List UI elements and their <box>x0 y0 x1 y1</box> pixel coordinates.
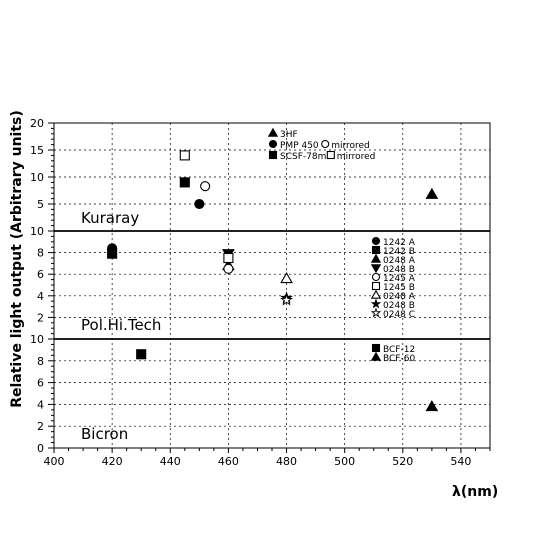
y-tick-label: 15 <box>30 144 44 157</box>
y-tick-label: 4 <box>37 289 44 303</box>
x-tick-label: 500 <box>334 455 356 468</box>
legend-label: 1242 A <box>383 238 415 248</box>
legend-layer <box>269 129 416 364</box>
x-tick-label: 400 <box>43 455 65 468</box>
legend-marker-star <box>372 300 380 308</box>
legend-label: mirrored <box>331 141 370 151</box>
data-point-circle <box>195 200 204 209</box>
legend-marker-triangle-down <box>372 265 380 272</box>
legend-label: 3HF <box>280 130 298 140</box>
legend-marker-circle <box>270 141 277 148</box>
legend-label: 0248 B <box>383 301 415 311</box>
legend-label: 1245 B <box>383 283 415 293</box>
y-tick-label: 10 <box>30 171 44 184</box>
y-tick-label: 8 <box>37 354 44 368</box>
y-axis-title: Relative light output (Arbitrary units) <box>9 110 25 408</box>
x-tick-label: 460 <box>217 455 239 468</box>
legend-marker-triangle-open <box>372 291 380 298</box>
data-point-square-open <box>180 151 189 160</box>
legend-label: BCF-60 <box>383 354 416 364</box>
legend-marker-triangle <box>269 129 277 136</box>
data-point-circle-open <box>224 264 233 273</box>
legend-marker-square <box>373 247 380 254</box>
legend-label: 0248 A <box>383 292 415 302</box>
legend-marker-circle-open <box>373 274 380 281</box>
data-point-triangle <box>426 401 437 410</box>
x-axis-title: λ(nm) <box>452 484 499 500</box>
legend-marker-circle-open <box>322 141 329 148</box>
legend-marker-star-open <box>372 309 380 317</box>
y-tick-label: 0 <box>37 442 44 455</box>
panel-label-pol-hi-tech: Pol.Hi.Tech <box>81 316 162 334</box>
data-point-triangle <box>426 189 437 198</box>
y-tick-label: 6 <box>37 268 44 282</box>
legend-marker-triangle <box>372 353 380 360</box>
data-point-square <box>137 350 146 359</box>
x-tick-label: 420 <box>101 455 123 468</box>
legend-label: SCSF-78m <box>280 152 327 162</box>
legend-label: 0248 C <box>383 310 416 320</box>
legend-label: 0248 A <box>383 256 415 266</box>
x-tick-label: 480 <box>276 455 298 468</box>
y-tick-label: 10 <box>30 225 44 238</box>
y-tick-label: 5 <box>37 198 44 211</box>
grid-layer <box>54 123 490 448</box>
frame-layer <box>54 123 490 448</box>
panel-label-bicron: Bicron <box>81 425 129 443</box>
y-tick-label: 2 <box>37 420 44 434</box>
legend-label: BCF-12 <box>383 345 416 355</box>
y-tick-label: 8 <box>37 246 44 260</box>
legend-marker-square <box>270 152 277 159</box>
y-tick-label: 20 <box>30 117 44 130</box>
x-tick-label: 440 <box>159 455 181 468</box>
legend-label: PMP 450 <box>280 141 319 151</box>
legend-marker-square-open <box>373 283 380 290</box>
data-point-square-open <box>224 254 233 263</box>
data-point-square <box>108 249 117 258</box>
legend-marker-square <box>373 345 380 352</box>
legend-label: 1242 B <box>383 247 415 257</box>
legend-marker-circle <box>373 238 380 245</box>
legend-label: mirrored <box>336 152 376 162</box>
y-tick-label: 4 <box>37 398 44 412</box>
label-layer <box>81 209 161 443</box>
y-tick-label: 10 <box>30 333 44 346</box>
legend-marker-triangle <box>372 255 380 262</box>
legend-marker-square-open <box>327 152 334 159</box>
y-tick-label: 6 <box>37 376 44 390</box>
x-tick-label: 540 <box>450 455 472 468</box>
data-point-circle-open <box>201 182 210 191</box>
tick-layer <box>30 117 490 468</box>
legend-label: 1245 A <box>383 274 415 284</box>
x-tick-label: 520 <box>392 455 414 468</box>
plot-frame <box>54 123 490 448</box>
panel-label-kuraray: Kuraray <box>81 209 140 227</box>
legend-label: 0248 B <box>383 265 415 275</box>
y-tick-label: 2 <box>37 311 44 325</box>
data-point-square <box>180 178 189 187</box>
